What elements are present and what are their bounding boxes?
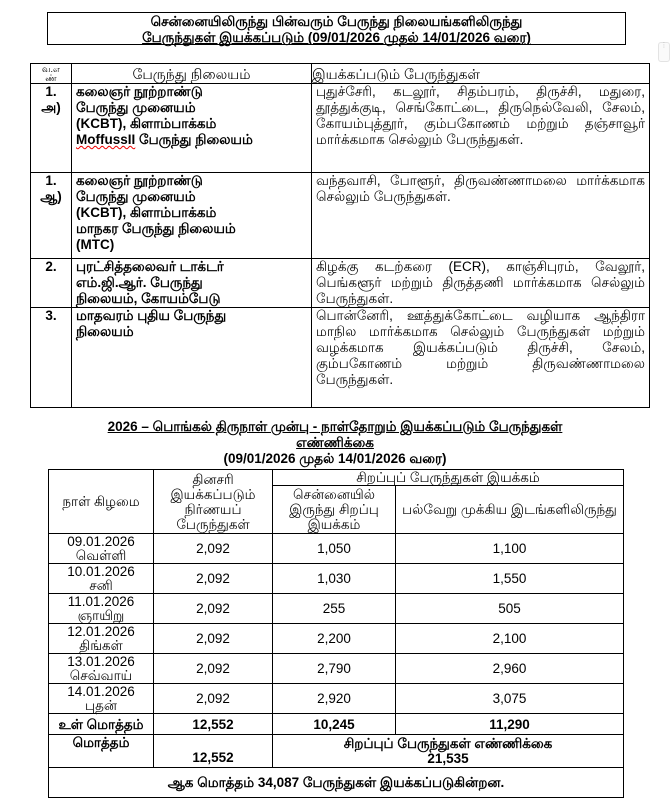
from-chennai-cell: 2,920 xyxy=(273,684,396,714)
station-cell: புரட்சித்தலைவர் டாக்டர் எம்.ஜி.ஆர். பேருந்து நிலையம், கோயம்பேடு xyxy=(72,259,312,308)
count-heading-line-2: எண்ணிக்கை xyxy=(296,435,374,450)
day-cell: 14.01.2026 புதன் xyxy=(49,684,154,714)
table-row xyxy=(49,684,624,714)
daily-cell: 2,092 xyxy=(154,534,273,564)
grand-total-row xyxy=(49,768,624,798)
side-panel-handle-icon[interactable]: ⋮ xyxy=(658,42,670,62)
buses-cell: பொன்னேரி, ஊத்துக்கோட்டை வழியாக ஆந்திரா மாநில மார்க்கமாக செல்லும் பேருந்துகள் மற்றும் வழக்கமாக இயக்கப்படும் திருச்சி, சேலம், கும்பகோணம் மற்றும் திருவண்ணாமலை பேருந்துகள். xyxy=(312,308,650,408)
from-other-cell: 2,960 xyxy=(396,654,624,684)
daily-cell: 2,092 xyxy=(154,594,273,624)
daily-cell: 2,092 xyxy=(154,624,273,654)
table-row xyxy=(49,564,624,594)
total-row xyxy=(49,735,624,768)
table-row xyxy=(31,259,650,308)
header-buses: இயக்கப்படும் பேருந்துகள் xyxy=(312,64,650,84)
title-line-1: சென்னையிலிருந்து பின்வரும் பேருந்து நிலையங்களிலிருந்து xyxy=(150,14,523,29)
document-title xyxy=(47,12,626,45)
bus-count-table xyxy=(48,469,624,798)
from-other-cell: 505 xyxy=(396,594,624,624)
table-row xyxy=(49,594,624,624)
header-serial: வ.எ ண் xyxy=(31,64,72,84)
serial-cell: 1. ஆ) xyxy=(31,173,72,259)
subtotal-from-chennai: 10,245 xyxy=(273,714,396,735)
serial-cell: 2. xyxy=(31,259,72,308)
header-day: நாள் கிழமை xyxy=(49,470,154,534)
subtotal-from-other: 11,290 xyxy=(396,714,624,735)
day-cell: 09.01.2026 வெள்ளி xyxy=(49,534,154,564)
grand-total-text: ஆக மொத்தம் 34,087 பேருந்துகள் இயக்கப்படுகின்றன. xyxy=(49,768,624,798)
from-chennai-cell: 2,790 xyxy=(273,654,396,684)
buses-cell: கிழக்கு கடற்கரை (ECR), காஞ்சிபுரம், வேலூர், பெங்களூர் மற்றும் திருத்தணி மார்க்கமாக செல்லும் பேருந்துகள். xyxy=(312,259,650,308)
from-other-cell: 1,550 xyxy=(396,564,624,594)
total-label: மொத்தம் xyxy=(49,735,154,768)
subtotal-daily: 12,552 xyxy=(154,714,273,735)
spellcheck-flagged-word[interactable]: MoffussII xyxy=(76,132,136,147)
header-from-other: பல்வேறு முக்கிய இடங்களிலிருந்து xyxy=(396,486,624,534)
from-other-cell: 3,075 xyxy=(396,684,624,714)
header-special-group: சிறப்புப் பேருந்துகள் இயக்கம் xyxy=(273,470,624,486)
total-daily: 12,552 xyxy=(154,735,273,768)
day-cell: 11.01.2026 ஞாயிறு xyxy=(49,594,154,624)
station-cell: கலைஞர் நூற்றாண்டு பேருந்து முனையம் (KCBT), கிளாம்பாக்கம் மாநகர பேருந்து நிலையம் (MTC) xyxy=(72,173,312,259)
total-special xyxy=(273,735,624,768)
header-from-chennai: சென்னையில் இருந்து சிறப்பு இயக்கம் xyxy=(273,486,396,534)
table-row xyxy=(31,308,650,408)
station-cell: கலைஞர் நூற்றாண்டு பேருந்து முனையம் (KCBT), கிளாம்பாக்கம் MoffussII பேருந்து நிலையம் xyxy=(72,84,312,173)
routes-table xyxy=(30,63,650,408)
count-heading-line-1: 2026 – பொங்கல் திருநாள் முன்பு - நாள்தோறும் இயக்கப்படும் பேருந்துகள் xyxy=(107,419,563,434)
day-cell: 12.01.2026 திங்கள் xyxy=(49,624,154,654)
count-heading xyxy=(0,419,670,467)
count-heading-line-3: (09/01/2026 முதல் 14/01/2026 வரை) xyxy=(223,451,447,466)
header-daily: தினசரி இயக்கப்படும் நிர்ணயப் பேருந்துகள் xyxy=(154,470,273,534)
total-special-value: 21,535 xyxy=(427,751,469,766)
table-row xyxy=(49,654,624,684)
table-row xyxy=(31,84,650,173)
serial-cell: 1. அ) xyxy=(31,84,72,173)
subtotal-label: உள் மொத்தம் xyxy=(49,714,154,735)
table-row xyxy=(31,173,650,259)
from-other-cell: 1,100 xyxy=(396,534,624,564)
total-special-label: சிறப்புப் பேருந்துகள் எண்ணிக்கை xyxy=(343,736,553,751)
table-row xyxy=(49,624,624,654)
routes-table-header xyxy=(31,64,650,84)
station-cell: மாதவரம் புதிய பேருந்து நிலையம் xyxy=(72,308,312,408)
from-other-cell: 2,100 xyxy=(396,624,624,654)
table-row xyxy=(49,534,624,564)
count-table-header xyxy=(49,470,624,486)
subtotal-row xyxy=(49,714,624,735)
serial-cell: 3. xyxy=(31,308,72,408)
from-chennai-cell: 1,050 xyxy=(273,534,396,564)
daily-cell: 2,092 xyxy=(154,564,273,594)
header-station: பேருந்து நிலையம் xyxy=(72,64,312,84)
buses-cell: புதுச்சேரி, கடலூர், சிதம்பரம், திருச்சி, மதுரை, தூத்துக்குடி, செங்கோட்டை, திருநெல்வேலி, சேலம், கோயம்புத்தூர், கும்பகோணம் மற்றும் தஞ்சாவூர் மார்க்கமாக செல்லும் பேருந்துகள். xyxy=(312,84,650,173)
from-chennai-cell: 1,030 xyxy=(273,564,396,594)
title-line-2: பேருந்துகள் இயக்கப்படும் (09/01/2026 முதல் 14/01/2026 வரை) xyxy=(142,30,531,45)
buses-cell: வந்தவாசி, போளூர், திருவண்ணாமலை மார்க்கமாக செல்லும் பேருந்துகள். xyxy=(312,173,650,259)
from-chennai-cell: 255 xyxy=(273,594,396,624)
day-cell: 10.01.2026 சனி xyxy=(49,564,154,594)
daily-cell: 2,092 xyxy=(154,654,273,684)
from-chennai-cell: 2,200 xyxy=(273,624,396,654)
daily-cell: 2,092 xyxy=(154,684,273,714)
day-cell: 13.01.2026 செவ்வாய் xyxy=(49,654,154,684)
